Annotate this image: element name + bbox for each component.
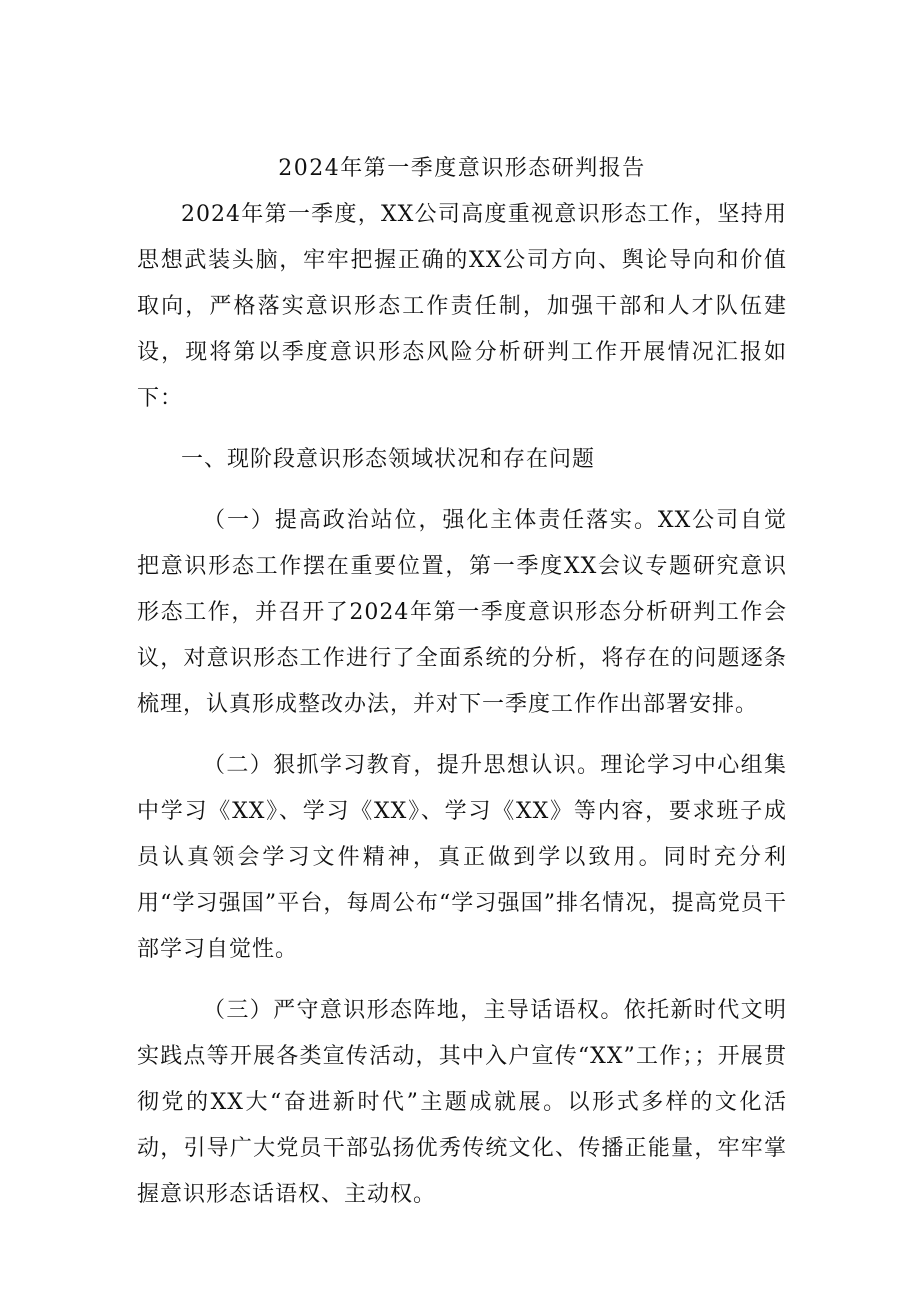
- section-heading: 一、现阶段意识形态领域状况和存在问题: [181, 447, 596, 472]
- section-item-1: （一）提高政治站位，强化主体责任落实。XX公司自觉把意识形态工作摆在重要位置，第一季度XX会议专题研究意识形态工作，并召开了2024年第一季度意识形态分析研判工作会议，对意识形态工作进行了全面系统的分析，将存在的问题逐条梳理，认真形成整改办法，并对下一季度工作作出部署安排。: [137, 508, 787, 717]
- intro-paragraph: 2024年第一季度，XX公司高度重视意识形态工作，坚持用思想武装头脑，牢牢把握正确的XX公司方向、舆论导向和价值取向，严格落实意识形态工作责任制，加强干部和人才队伍建设，现将第以季度意识形态风险分析研判工作开展情况汇报如下：: [137, 202, 787, 411]
- document-title: 2024年第一季度意识形态研判报告: [278, 156, 646, 181]
- section-item-3: （三）严守意识形态阵地，主导话语权。依托新时代文明实践点等开展各类宣传活动，其中入户宣传“XX”工作；；开展贯彻党的XX大“奋进新时代”主题成就展。以形式多样的文化活动，引导广大党员干部弘扬优秀传统文化、传播正能量，牢牢掌握意识形态话语权、主动权。: [137, 998, 787, 1207]
- section-item-2: （二）狠抓学习教育，提升思想认识。理论学习中心组集中学习《XX》、学习《XX》、学习《XX》等内容，要求班子成员认真领会学习文件精神，真正做到学以致用。同时充分利用“学习强国”平台，每周公布“学习强国”排名情况，提高党员干部学习自觉性。: [137, 753, 787, 962]
- document-body: [137, 151, 787, 1233]
